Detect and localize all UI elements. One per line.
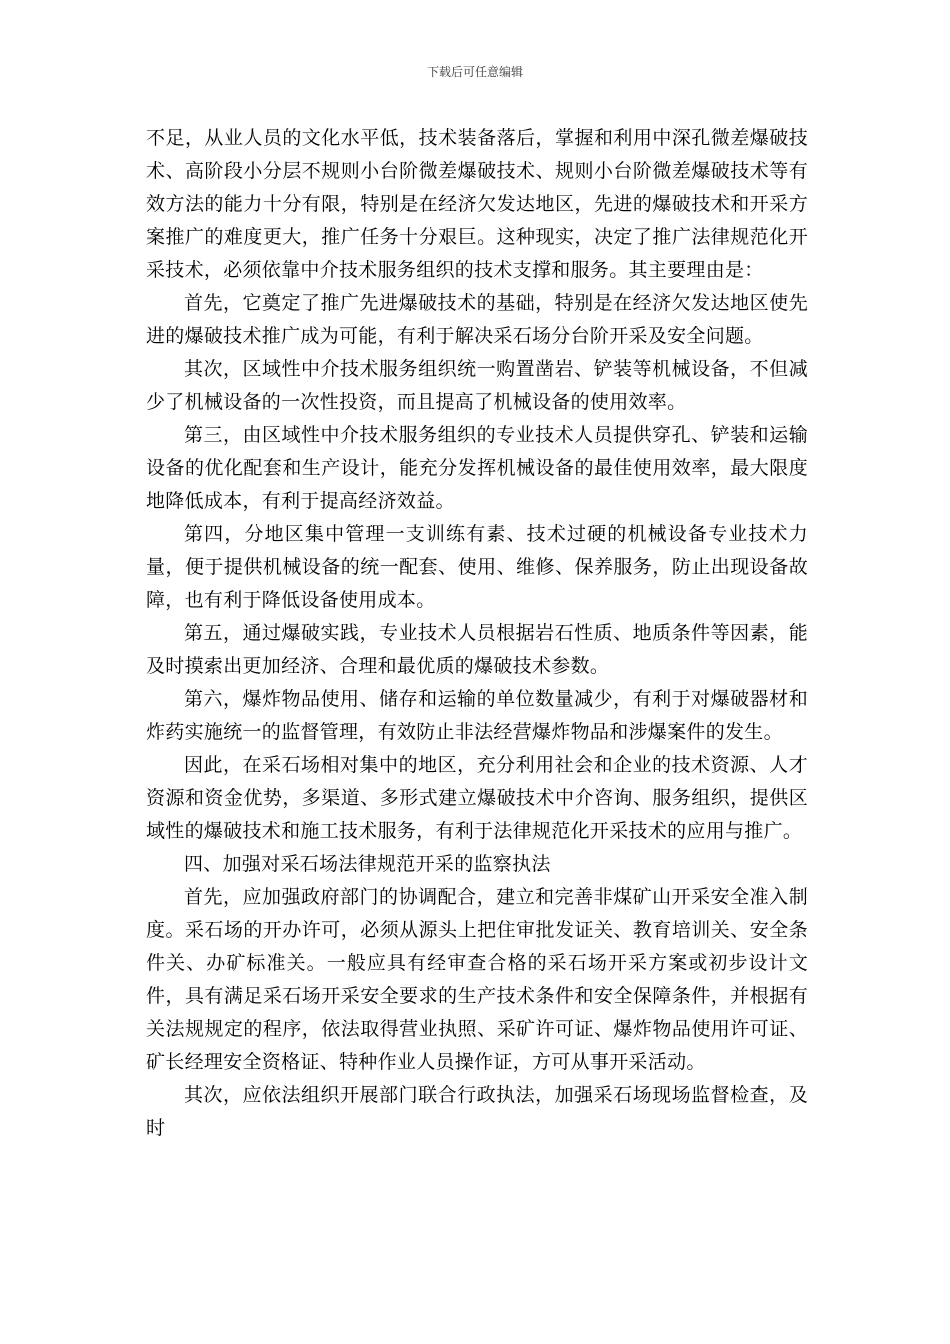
paragraph-fifth-reason: 第五，通过爆破实践，专业技术人员根据岩石性质、地质条件等因素，能及时摸索出更加经济、合理和最优质的爆破技术参数。 <box>146 622 808 677</box>
page-header: 下载后可任意编辑 <box>426 65 523 79</box>
paragraph-fourth-reason: 第四，分地区集中管理一支训练有素、技术过硬的机械设备专业技术力量，便于提供机械设备的统一配套、使用、维修、保养服务，防止出现设备故障，也有利于降低设备使用成本。 <box>146 523 808 611</box>
paragraph-section-four-second: 其次，应依法组织开展部门联合行政执法，加强采石场现场监督检查，及时 <box>146 1084 808 1139</box>
paragraph-sixth-reason: 第六，爆炸物品使用、储存和运输的单位数量减少，有利于对爆破器材和炸药实施统一的监督管理，有效防止非法经营爆炸物品和涉爆案件的发生。 <box>146 688 808 743</box>
section-heading-four: 四、加强对采石场法律规范开采的监察执法 <box>184 853 551 875</box>
document-body <box>146 122 808 1145</box>
paragraph-second-reason: 其次，区域性中介技术服务组织统一购置凿岩、铲装等机械设备，不但减少了机械设备的一次性投资，而且提高了机械设备的使用效率。 <box>146 358 808 413</box>
paragraph-third-reason: 第三，由区域性中介技术服务组织的专业技术人员提供穿孔、铲装和运输设备的优化配套和生产设计，能充分发挥机械设备的最佳使用效率，最大限度地降低成本，有利于提高经济效益。 <box>146 424 808 512</box>
paragraph-first-reason: 首先，它奠定了推广先进爆破技术的基础，特别是在经济欠发达地区使先进的爆破技术推广成为可能，有利于解决采石场分台阶开采及安全问题。 <box>146 292 808 347</box>
paragraph-continuation: 不足，从业人员的文化水平低，技术装备落后，掌握和利用中深孔微差爆破技术、高阶段小分层不规则小台阶微差爆破技术、规则小台阶微差爆破技术等有效方法的能力十分有限，特别是在经济欠发达地区，先进的爆破技术和开采方案推广的难度更大，推广任务十分艰巨。这种现实，决定了推广法律规范化开采技术，必须依靠中介技术服务组织的技术支撑和服务。其主要理由是： <box>146 127 808 281</box>
paragraph-section-four-first: 首先，应加强政府部门的协调配合，建立和完善非煤矿山开采安全准入制度。采石场的开办许可，必须从源头上把住审批发证关、教育培训关、安全条件关、办矿标准关。一般应具有经审查合格的采石场开采方案或初步设计文件，具有满足采石场开采安全要求的生产技术条件和安全保障条件，并根据有关法规规定的程序，依法取得营业执照、采矿许可证、爆炸物品使用许可证、矿长经理安全资格证、特种作业人员操作证，方可从事开采活动。 <box>146 886 808 1073</box>
paragraph-conclusion: 因此，在采石场相对集中的地区，充分利用社会和企业的技术资源、人才资源和资金优势，多渠道、多形式建立爆破技术中介咨询、服务组织，提供区域性的爆破技术和施工技术服务，有利于法律规范化开采技术的应用与推广。 <box>146 754 808 842</box>
